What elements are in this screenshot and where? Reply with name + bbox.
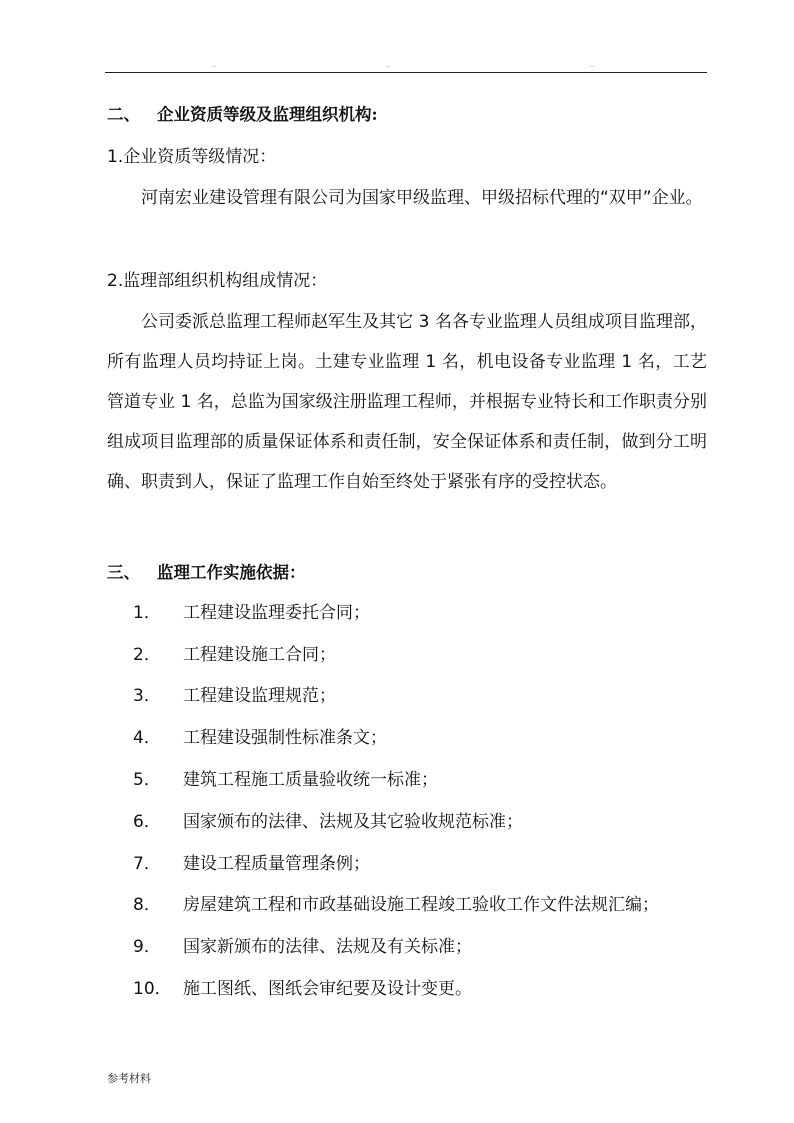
list-item-number: 7． bbox=[133, 854, 161, 874]
list-item-text: 房屋建筑工程和市政基础设施工程竣工验收工作文件法规汇编； bbox=[183, 895, 659, 915]
list-item-number: 2． bbox=[133, 645, 161, 665]
subsection-title-1: 1.企业资质等级情况： bbox=[107, 147, 277, 167]
header-dot: .. bbox=[212, 62, 216, 69]
header-rule bbox=[105, 72, 707, 73]
section-heading-3 bbox=[107, 562, 306, 584]
section-number: 三、 bbox=[107, 563, 140, 582]
list-item-text: 工程建设施工合同； bbox=[183, 645, 336, 665]
section-number: 二、 bbox=[107, 105, 140, 124]
paragraph-qualification bbox=[107, 178, 707, 218]
list-item-number: 3． bbox=[133, 686, 161, 706]
paragraph-organization bbox=[107, 302, 707, 502]
page-footer: 参考材料 bbox=[107, 1072, 151, 1085]
paragraph-text: 河南宏业建设管理有限公司为国家甲级监理、甲级招标代理的“双甲”企业。 bbox=[141, 188, 703, 208]
list-item-number: 4． bbox=[133, 728, 161, 748]
list-item-number: 5． bbox=[133, 770, 161, 790]
subsection-title-2: 2.监理部组织机构组成情况： bbox=[107, 271, 328, 291]
list-item-text: 国家新颁布的法律、法规及有关标准； bbox=[183, 937, 472, 957]
list-item-text: 工程建设强制性标准条文； bbox=[183, 728, 387, 748]
list-item-text: 国家颁布的法律、法规及其它验收规范标准； bbox=[183, 812, 523, 832]
paragraph-text: 公司委派总监理工程师赵军生及其它 3 名各专业监理人员组成项目监理部，所有监理人员均持证上岗。土建专业监理 1 名，机电设备专业监理 1 名，工艺管道专业 1 名，总监为国家级注册监理工程师，并根据专业特长和工作职责分别组成项目监理部的质量保证体系和责任制，安全保证体系和责任制，做到分工明确、职责到人，保证了监理工作自始至终处于紧张有序的受控状态。 bbox=[107, 312, 707, 492]
list-item-number: 9． bbox=[133, 937, 161, 957]
list-item-text: 建设工程质量管理条例； bbox=[183, 854, 370, 874]
list-item-text: 工程建设监理委托合同； bbox=[183, 603, 370, 623]
list-item-text: 工程建设监理规范； bbox=[183, 686, 336, 706]
list-item-number: 10． bbox=[133, 979, 172, 999]
list-item-text: 施工图纸、图纸会审纪要及设计变更。 bbox=[183, 979, 472, 999]
section-title: 企业资质等级及监理组织机构: bbox=[157, 105, 378, 124]
header-dot: .. bbox=[590, 62, 594, 69]
section-title: 监理工作实施依据： bbox=[157, 563, 306, 582]
list-item-number: 6． bbox=[133, 812, 161, 832]
header-dot: .. bbox=[386, 62, 390, 69]
section-heading-2 bbox=[107, 104, 378, 126]
list-item-number: 8． bbox=[133, 895, 161, 915]
list-item-number: 1． bbox=[133, 603, 161, 623]
list-item-text: 建筑工程施工质量验收统一标准； bbox=[183, 770, 438, 790]
